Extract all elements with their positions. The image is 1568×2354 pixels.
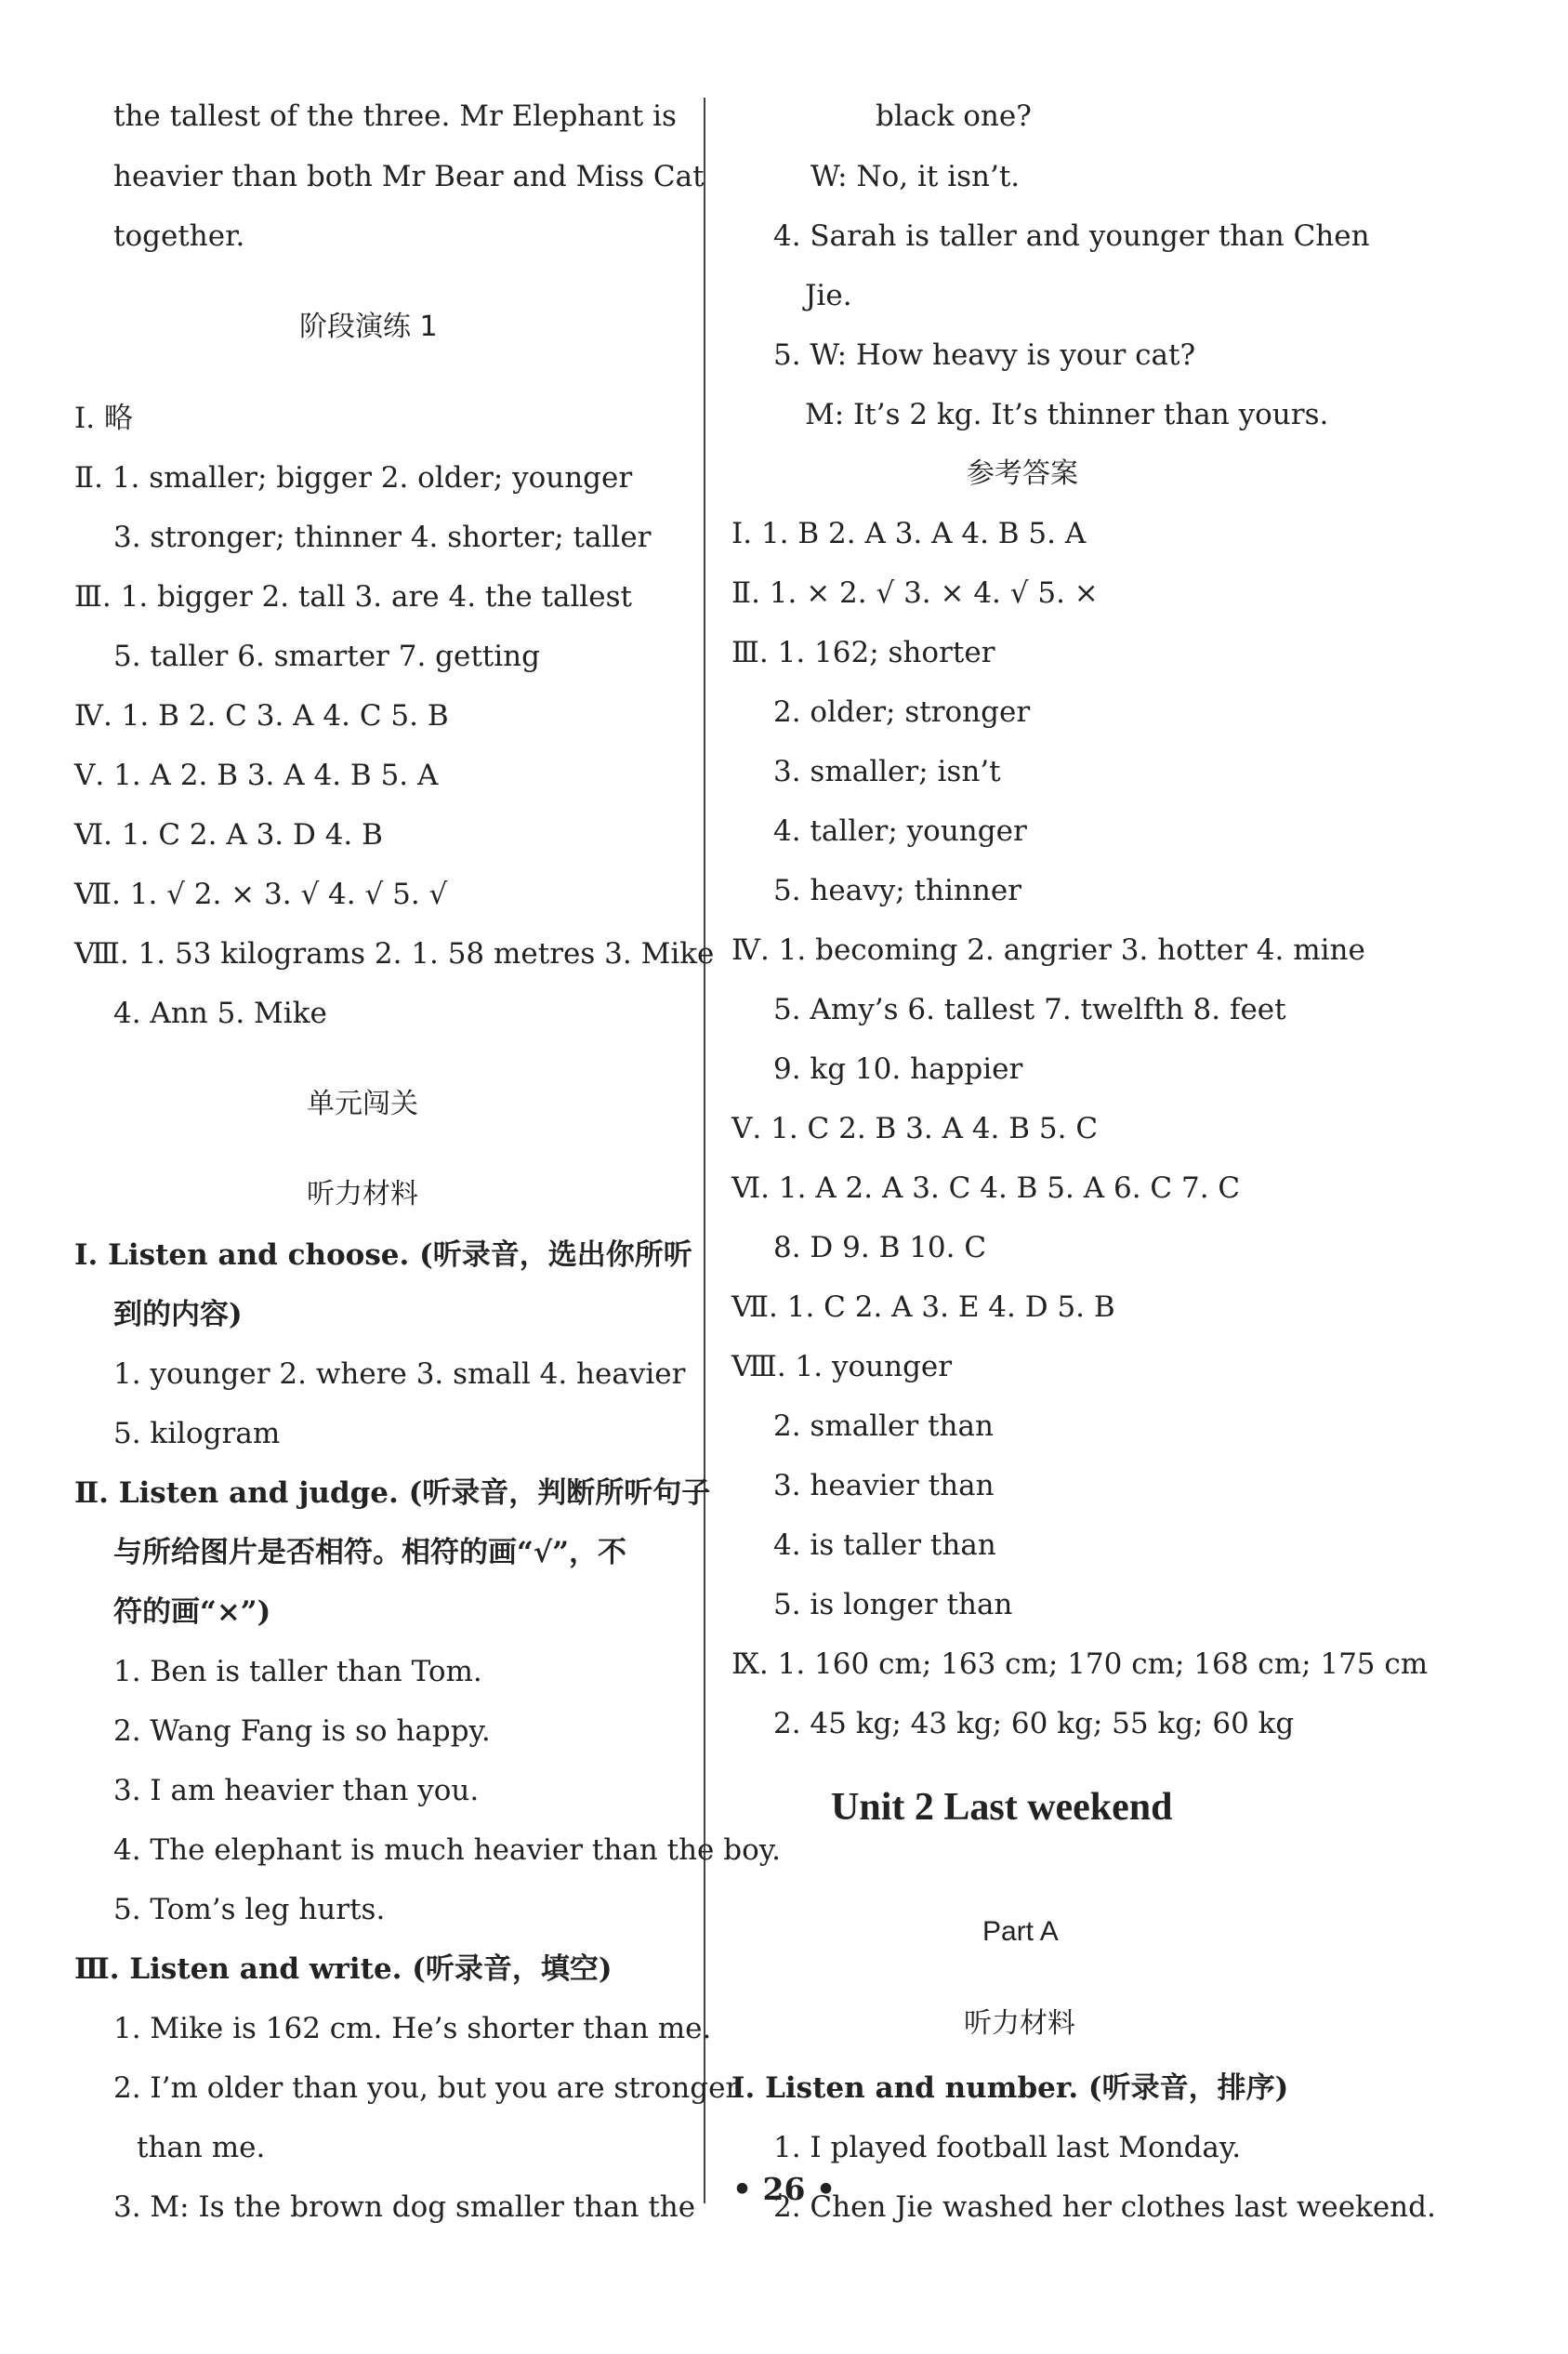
answer-line: Ⅲ. 1. bigger 2. tall 3. are 4. the tallest — [74, 580, 633, 614]
listening-line: Ⅱ. Listen and judge. (听录音，判断所听句子 — [74, 1476, 711, 1510]
listening-line: Ⅰ. Listen and number. (听录音，排序) — [731, 2071, 1289, 2105]
listening-line: Ⅲ. Listen and write. (听录音，填空) — [74, 1952, 613, 1986]
listening-line: 5. Tom’s leg hurts. — [113, 1893, 386, 1926]
answer-line: 5. taller 6. smarter 7. getting — [113, 640, 540, 673]
listening-line: 到的内容) — [113, 1298, 243, 1331]
listening-line: Ⅰ. Listen and choose. (听录音，选出你所听 — [74, 1238, 692, 1272]
dialogue-line: 5. W: How heavy is your cat? — [773, 338, 1196, 372]
listening-line: 5. kilogram — [113, 1417, 281, 1450]
answer-line: 8. D 9. B 10. C — [773, 1231, 987, 1264]
answer-line: 2. older; stronger — [773, 695, 1031, 729]
listening-line: 2. Chen Jie washed her clothes last weekend. — [773, 2190, 1436, 2224]
section-heading-answers: 参考答案 — [967, 457, 1078, 490]
dialogue-line: M: It’s 2 kg. It’s thinner than yours. — [805, 398, 1329, 431]
answer-line: 5. is longer than — [773, 1588, 1013, 1621]
answer-line: 5. heavy; thinner — [773, 874, 1021, 907]
page-number: • 26 • — [731, 2171, 837, 2207]
answer-line: Ⅵ. 1. A 2. A 3. C 4. B 5. A 6. C 7. C — [731, 1171, 1241, 1205]
intro-line: the tallest of the three. Mr Elephant is — [113, 99, 677, 133]
unit-title: Unit 2 Last weekend — [831, 1786, 1173, 1829]
answer-line: 4. Ann 5. Mike — [113, 997, 327, 1030]
answer-line: 5. Amy’s 6. tallest 7. twelfth 8. feet — [773, 993, 1286, 1026]
dialogue-line: W: No, it isn’t. — [810, 160, 1021, 193]
listening-line: 3. M: Is the brown dog smaller than the — [113, 2190, 696, 2224]
listening-line: 2. I’m older than you, but you are stronger — [113, 2071, 740, 2105]
answer-line: 3. smaller; isn’t — [773, 755, 1001, 788]
listening-line: 4. The elephant is much heavier than the boy. — [113, 1833, 782, 1867]
answer-line: Ⅴ. 1. A 2. B 3. A 4. B 5. A — [74, 759, 439, 792]
answer-line: Ⅳ. 1. becoming 2. angrier 3. hotter 4. mine — [731, 933, 1365, 967]
listening-line: 3. I am heavier than you. — [113, 1774, 480, 1807]
answer-line: Ⅱ. 1. smaller; bigger 2. older; younger — [74, 461, 633, 495]
listening-line: 1. Mike is 162 cm. He’s shorter than me. — [113, 2012, 712, 2045]
listening-line: 与所给图片是否相符。相符的画“√”，不 — [113, 1536, 627, 1569]
answer-line: Ⅰ. 略 — [74, 402, 133, 435]
answer-line: Ⅶ. 1. C 2. A 3. E 4. D 5. B — [731, 1290, 1115, 1324]
answer-line: Ⅱ. 1. × 2. √ 3. × 4. √ 5. × — [731, 576, 1099, 610]
answer-line: 9. kg 10. happier — [773, 1052, 1023, 1086]
answer-line: Ⅷ. 1. younger — [731, 1350, 953, 1383]
answer-line: Ⅵ. 1. C 2. A 3. D 4. B — [74, 818, 383, 852]
answer-line: Ⅷ. 1. 53 kilograms 2. 1. 58 metres 3. Mike — [74, 937, 715, 971]
answer-line: 4. taller; younger — [773, 814, 1027, 848]
answer-line: Ⅴ. 1. C 2. B 3. A 4. B 5. C — [731, 1112, 1099, 1145]
intro-line: heavier than both Mr Bear and Miss Cat — [113, 160, 705, 193]
answer-line: 4. is taller than — [773, 1528, 996, 1562]
dialogue-line: Jie. — [805, 279, 852, 312]
answer-line: Ⅸ. 1. 160 cm; 163 cm; 170 cm; 168 cm; 175 cm — [731, 1647, 1429, 1681]
answer-line: Ⅶ. 1. √ 2. × 3. √ 4. √ 5. √ — [74, 878, 448, 911]
answer-line: 2. 45 kg; 43 kg; 60 kg; 55 kg; 60 kg — [773, 1707, 1295, 1740]
listening-line: than me. — [137, 2131, 266, 2164]
answer-line: 3. stronger; thinner 4. shorter; taller — [113, 521, 652, 554]
answer-line: Ⅳ. 1. B 2. C 3. A 4. C 5. B — [74, 699, 449, 733]
listening-line: 2. Wang Fang is so happy. — [113, 1714, 491, 1748]
part-title: Part A — [982, 1916, 1059, 1947]
section-heading-unit-test: 单元闯关 — [307, 1088, 418, 1120]
answer-line: 3. heavier than — [773, 1469, 995, 1502]
section-heading-listening: 听力材料 — [964, 2007, 1075, 2040]
answer-line: Ⅲ. 1. 162; shorter — [731, 636, 995, 669]
section-heading-listening: 听力材料 — [307, 1178, 418, 1210]
section-heading-stage-practice: 阶段演练 1 — [299, 311, 438, 343]
listening-line: 1. I played football last Monday. — [773, 2131, 1242, 2164]
intro-line: together. — [113, 219, 245, 253]
answer-line: 2. smaller than — [773, 1409, 994, 1443]
dialogue-line: 4. Sarah is taller and younger than Chen — [773, 219, 1370, 253]
listening-line: 符的画“×”) — [113, 1595, 271, 1629]
listening-line: 1. Ben is taller than Tom. — [113, 1655, 482, 1688]
answer-line: Ⅰ. 1. B 2. A 3. A 4. B 5. A — [731, 517, 1087, 550]
column-divider — [704, 98, 705, 2203]
listening-line: 1. younger 2. where 3. small 4. heavier — [113, 1357, 686, 1391]
dialogue-line: black one? — [876, 99, 1032, 133]
